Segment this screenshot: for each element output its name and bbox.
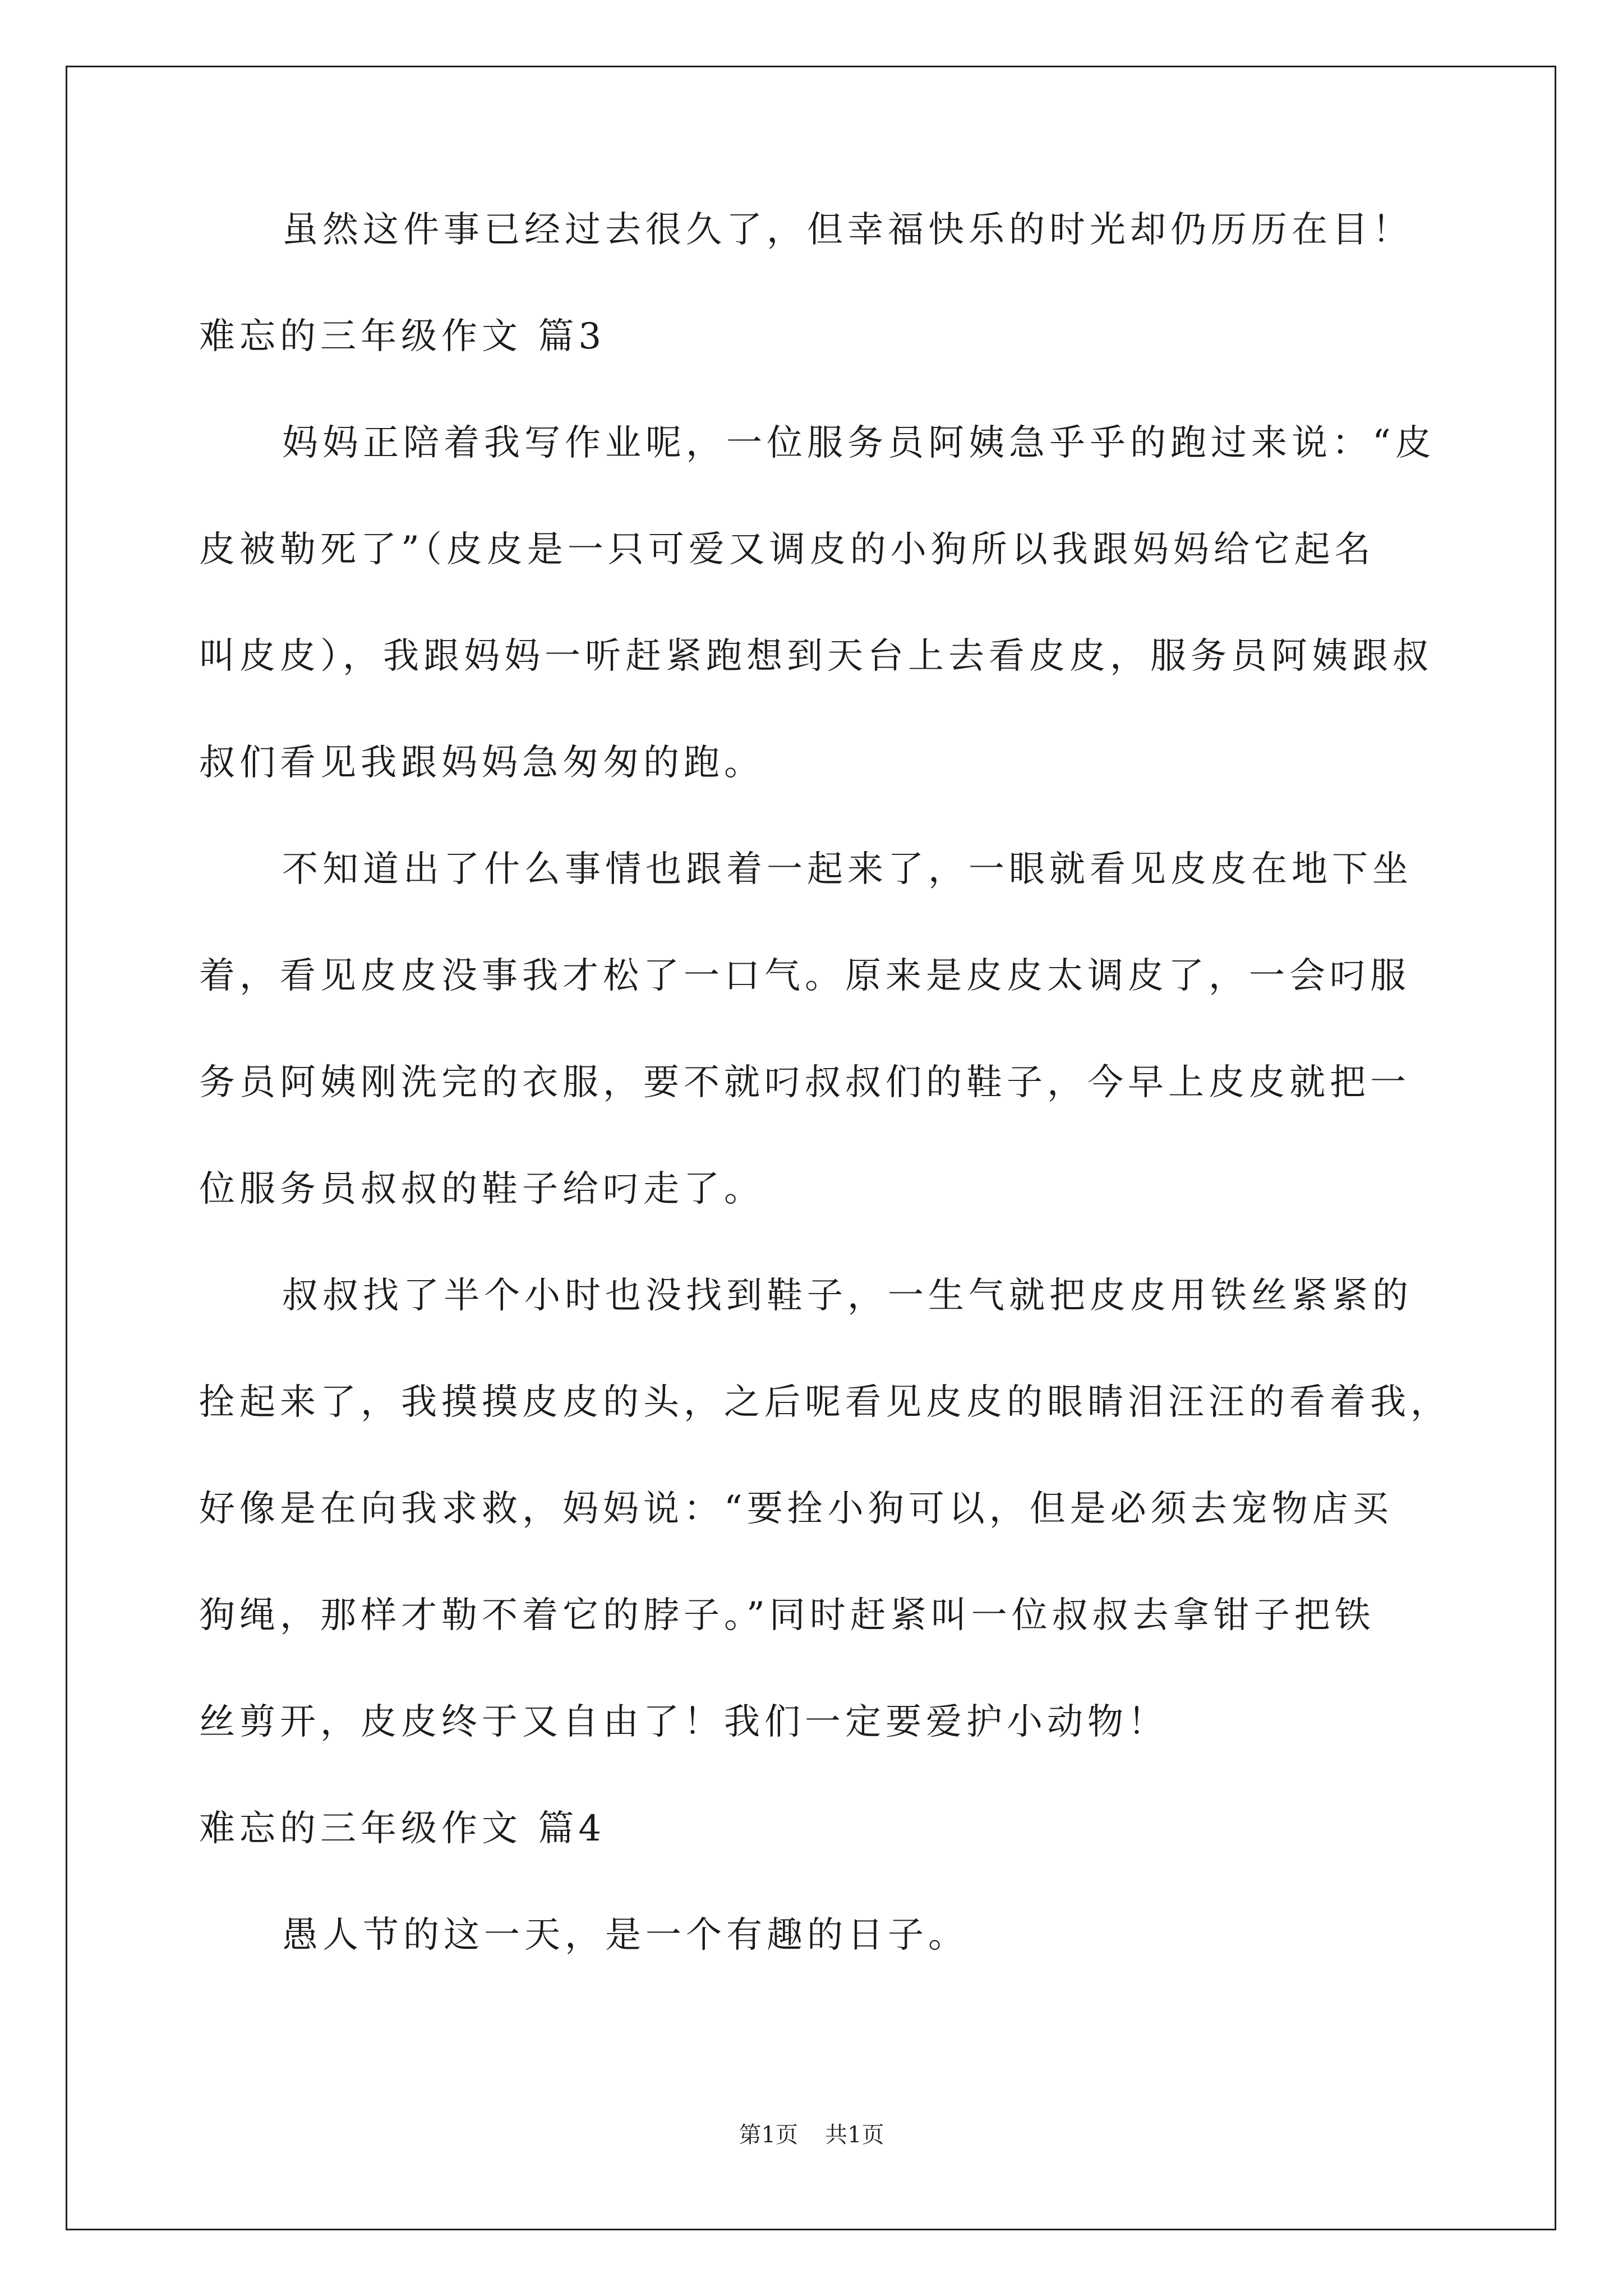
paragraph-line: 叫皮皮），我跟妈妈一听赶紧跑想到天台上去看皮皮，服务员阿姨跟叔 xyxy=(199,636,1433,677)
paragraph-line: 不知道出了什么事情也跟着一起来了，一眼就看见皮皮在地下坐 xyxy=(282,849,1413,890)
section-heading: 难忘的三年级作文 篇3 xyxy=(199,316,606,357)
paragraph-line: 狗绳，那样才勒不着它的脖子。”同时赶紧叫一位叔叔去拿钳子把铁 xyxy=(199,1595,1375,1636)
page-number: 第1页 xyxy=(739,2122,798,2148)
paragraph-line: 妈妈正陪着我写作业呢，一位服务员阿姨急乎乎的跑过来说：“皮 xyxy=(282,422,1436,464)
page-border xyxy=(66,66,1556,2230)
paragraph-line: 拴起来了，我摸摸皮皮的头，之后呢看见皮皮的眼睛泪汪汪的看着我， xyxy=(199,1382,1451,1423)
paragraph-line: 务员阿姨刚洗完的衣服，要不就叼叔叔们的鞋子，今早上皮皮就把一 xyxy=(199,1062,1410,1103)
paragraph-line: 愚人节的这一天，是一个有趣的日子。 xyxy=(282,1915,969,1956)
page-total: 共1页 xyxy=(825,2122,884,2148)
page-footer xyxy=(0,2118,1623,2152)
paragraph-line: 叔们看见我跟妈妈急匆匆的跑。 xyxy=(199,742,764,784)
paragraph-line: 丝剪开，皮皮终于又自由了！我们一定要爱护小动物！ xyxy=(199,1701,1168,1743)
paragraph-line: 好像是在向我求救，妈妈说：“要拴小狗可以，但是必须去宠物店买 xyxy=(199,1488,1393,1530)
paragraph-line: 着，看见皮皮没事我才松了一口气。原来是皮皮太调皮了，一会叼服 xyxy=(199,955,1410,997)
paragraph-line: 叔叔找了半个小时也没找到鞋子，一生气就把皮皮用铁丝紧紧的 xyxy=(282,1275,1413,1317)
paragraph-line: 皮被勒死了”（皮皮是一只可爱又调皮的小狗所以我跟妈妈给它起名 xyxy=(199,529,1375,570)
paragraph-line: 位服务员叔叔的鞋子给叼走了。 xyxy=(199,1168,764,1210)
paragraph-line: 虽然这件事已经过去很久了，但幸福快乐的时光却仍历历在目！ xyxy=(282,209,1413,251)
section-heading: 难忘的三年级作文 篇4 xyxy=(199,1808,606,1849)
